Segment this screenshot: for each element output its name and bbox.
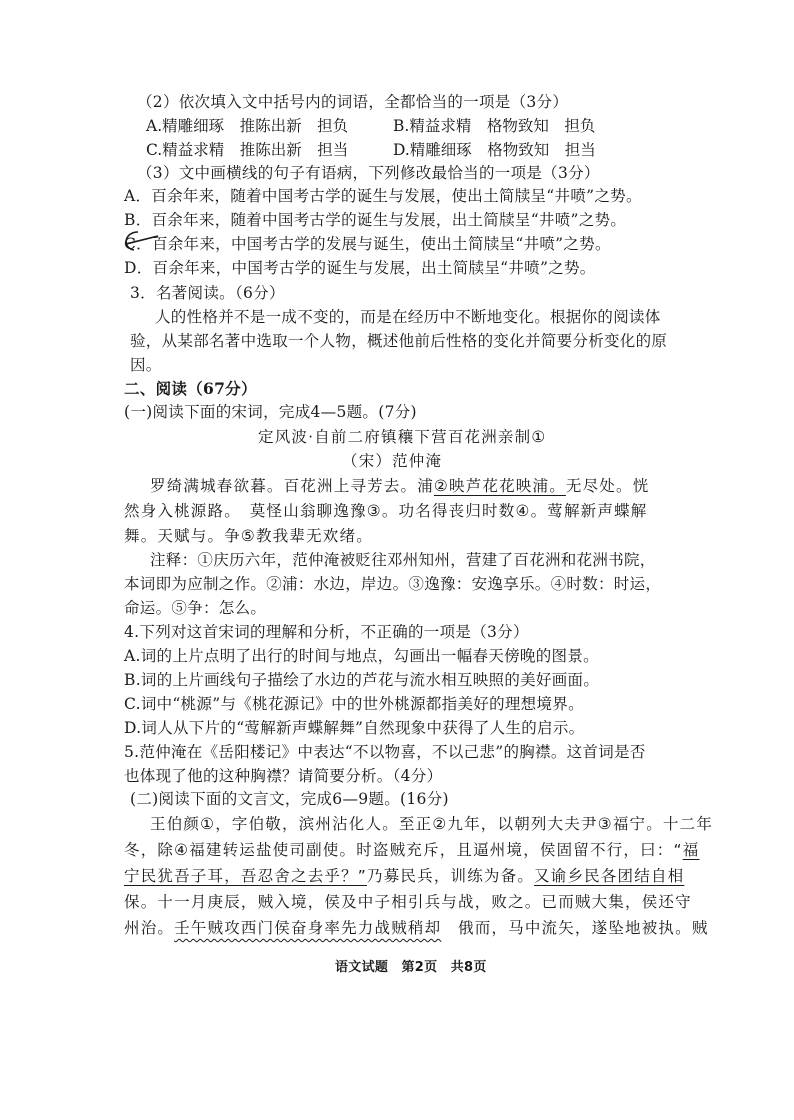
poem-line-2: 然身入桃源路。 莫怪山翁聊逸豫③。功名得丧归时数④。莺解新声蝶解 — [124, 502, 648, 520]
poem-author: （宋）范仲淹 — [342, 452, 443, 470]
poem-line-1: 罗绮满城春欲暮。百花洲上寻芳去。浦②映芦花花映浦。无尽处。恍 — [150, 477, 650, 495]
pen-mark-icon — [118, 228, 162, 256]
q4-option-d: D.词人从下片的“莺解新声蝶解舞”自然现象中获得了人生的启示。 — [124, 719, 585, 737]
classical-line-4: 保。十一月庚辰，贼入境，侯及中子相引兵与战，败之。已而贼大集，侯还守 — [124, 893, 692, 911]
q4-stem: 4.下列对这首宋词的理解和分析，不正确的一项是（3分） — [124, 623, 529, 641]
q-books-line-2: 验，从某部名著中选取一个人物，概述他前后性格的变化并简要分析变化的原 — [130, 332, 668, 350]
q4-option-c: C.词中“桃源”与《桃花源记》中的世外桃源都指美好的理想境界。 — [124, 695, 584, 713]
q2-option-c: C.精益求精 推陈出新 担当 — [146, 141, 349, 159]
q-books-line-1: 人的性格并不是一成不变的，而是在经历中不断地变化。根据你的阅读体 — [155, 308, 661, 326]
page-footer: 语文试题 第2页 共8页 — [335, 960, 487, 975]
q-books-stem: 3．名著阅读。（6分） — [130, 284, 285, 302]
q5-line-1: 5.范仲淹在《岳阳楼记》中表达“不以物喜，不以己悲”的胸襟。这首词是否 — [124, 743, 646, 761]
poem-title: 定风波·自前二府镇穰下营百花洲亲制① — [258, 428, 547, 446]
notes-line-1: 注释：①庆历六年，范仲淹被贬往邓州知州，营建了百花洲和花洲书院， — [150, 551, 656, 569]
q5-line-2: 也体现了他的这种胸襟？请简要分析。（4分） — [124, 767, 443, 785]
q3-option-a: A．百余年来，随着中国考古学的诞生与发展，使出土简牍呈“井喷”之势。 — [124, 187, 642, 205]
q3-option-b: B．百余年来，随着中国考古学的诞生与发展，出土简牍呈“井喷”之势。 — [124, 211, 627, 229]
q4-option-a: A.词的上片点明了出行的时间与地点，勾画出一幅春天傍晚的图景。 — [124, 647, 599, 665]
q3-option-d: D．百余年来，中国考古学的诞生与发展，出土简牍呈“井喷”之势。 — [124, 259, 596, 277]
classical-intro: (二)阅读下面的文言文，完成6—9题。(16分) — [130, 790, 449, 808]
classical-line-1: 王伯颜①，字伯敬，滨州沾化人。至正②九年，以朝列大夫尹③福宁。十二年 — [150, 815, 714, 833]
q3-option-c: C．百余年来，中国考古学的发展与诞生，使出土简牍呈“井喷”之势。 — [124, 235, 611, 253]
section-sub-1: (一)阅读下面的宋词，完成4—5题。(7分) — [124, 403, 417, 421]
section-heading: 二、阅读（67分） — [124, 379, 257, 398]
notes-line-3: 命运。⑤争：怎么。 — [124, 599, 267, 617]
classical-line-2: 冬，除④福建转运盐使司副使。时盗贼充斥，且逼州境，侯固留不行，曰：“福 — [124, 841, 700, 859]
q2-option-d: D.精雕细琢 格物致知 担当 — [393, 141, 596, 159]
q2-stem: （2）依次填入文中括号内的词语，全都恰当的一项是（3分） — [137, 93, 569, 111]
q3-stem: （3）文中画横线的句子有语病，下列修改最恰当的一项是（3分） — [137, 164, 600, 182]
q2-option-a: A.精雕细琢 推陈出新 担负 — [146, 117, 349, 135]
q4-option-b: B.词的上片画线句子描绘了水边的芦花与流水相互映照的美好画面。 — [124, 671, 600, 689]
classical-line-3: 宁民犹吾子耳，吾忍舍之去乎？”乃募民兵，训练为备。又谕乡民各团结自相 — [124, 867, 685, 885]
q-books-line-3: 因。 — [130, 356, 162, 374]
classical-line-5: 州治。壬午贼攻西门侯奋身率先力战贼稍却 俄而，马中流矢，遂坠地被执。贼 — [124, 919, 709, 937]
q2-option-b: B.精益求精 格物致知 担负 — [393, 117, 596, 135]
notes-line-2: 本词即为应制之作。②浦：水边，岸边。③逸豫：安逸享乐。④时数：时运， — [124, 575, 662, 593]
poem-line-3: 舞。天赋与。争⑤教我辈无欢绪。 — [124, 527, 373, 545]
